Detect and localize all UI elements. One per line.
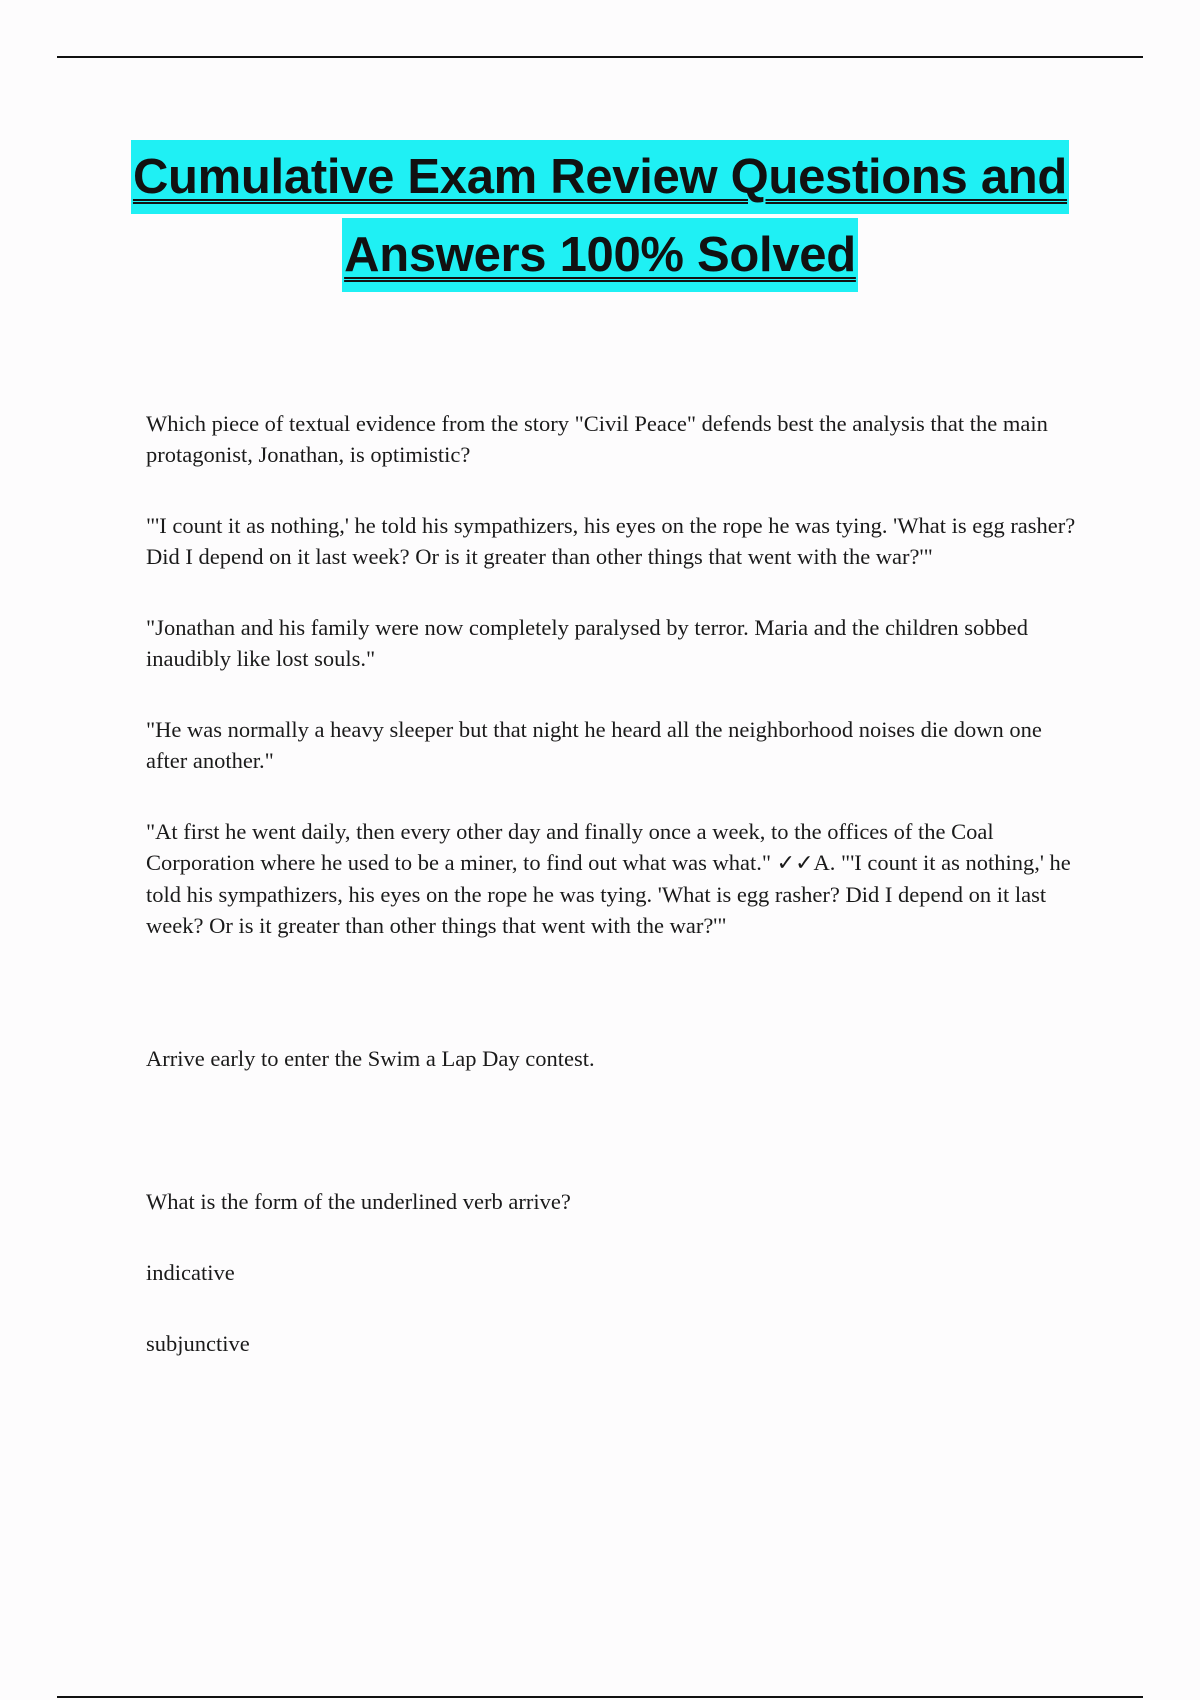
question-1-option-2: "Jonathan and his family were now completely paralysed by terror. Maria and the children sobbed inaudibly like lost souls." [146,615,1029,671]
question-1-answer: A. "'I count it as nothing,' he told his sympathizers, his eyes on the rope he was tying. 'What is egg rasher? Did I depend on it last week? Or is it greater than other things that went with the war?'" [146,850,1071,938]
question-2-option-2: subjunctive [146,1331,250,1356]
question-1-option-4-with-answer [146,816,1076,941]
question-1-option-1: "'I count it as nothing,' he told his sympathizers, his eyes on the rope he was tying. 'What is egg rasher? Did I depend on it last week? Or is it greater than other things that went with the war?'" [146,513,1076,569]
question-1-text: Which piece of textual evidence from the story "Civil Peace" defends best the analysis that the main protagonist, Jonathan, is optimistic? [146,411,1048,467]
question-1-option-3: "He was normally a heavy sleeper but that night he heard all the neighborhood noises die down one after another." [146,717,1042,773]
question-1-option-4: "At first he went daily, then every other day and finally once a week, to the offices of the Coal Corporation where he used to be a miner, to find out what was what." [146,819,994,875]
document-body [146,408,1076,1399]
question-2-text: What is the form of the underlined verb arrive? [146,1189,571,1214]
check-icon: ✓✓ [776,851,814,876]
top-rule [57,56,1143,58]
bottom-rule [57,1696,1143,1698]
document-title [0,140,1200,296]
title-line-1: Cumulative Exam Review Questions and [131,140,1069,214]
title-line-2: Answers 100% Solved [342,218,858,292]
question-2-sentence: Arrive early to enter the Swim a Lap Day contest. [146,1046,595,1071]
question-2-option-1: indicative [146,1260,235,1285]
